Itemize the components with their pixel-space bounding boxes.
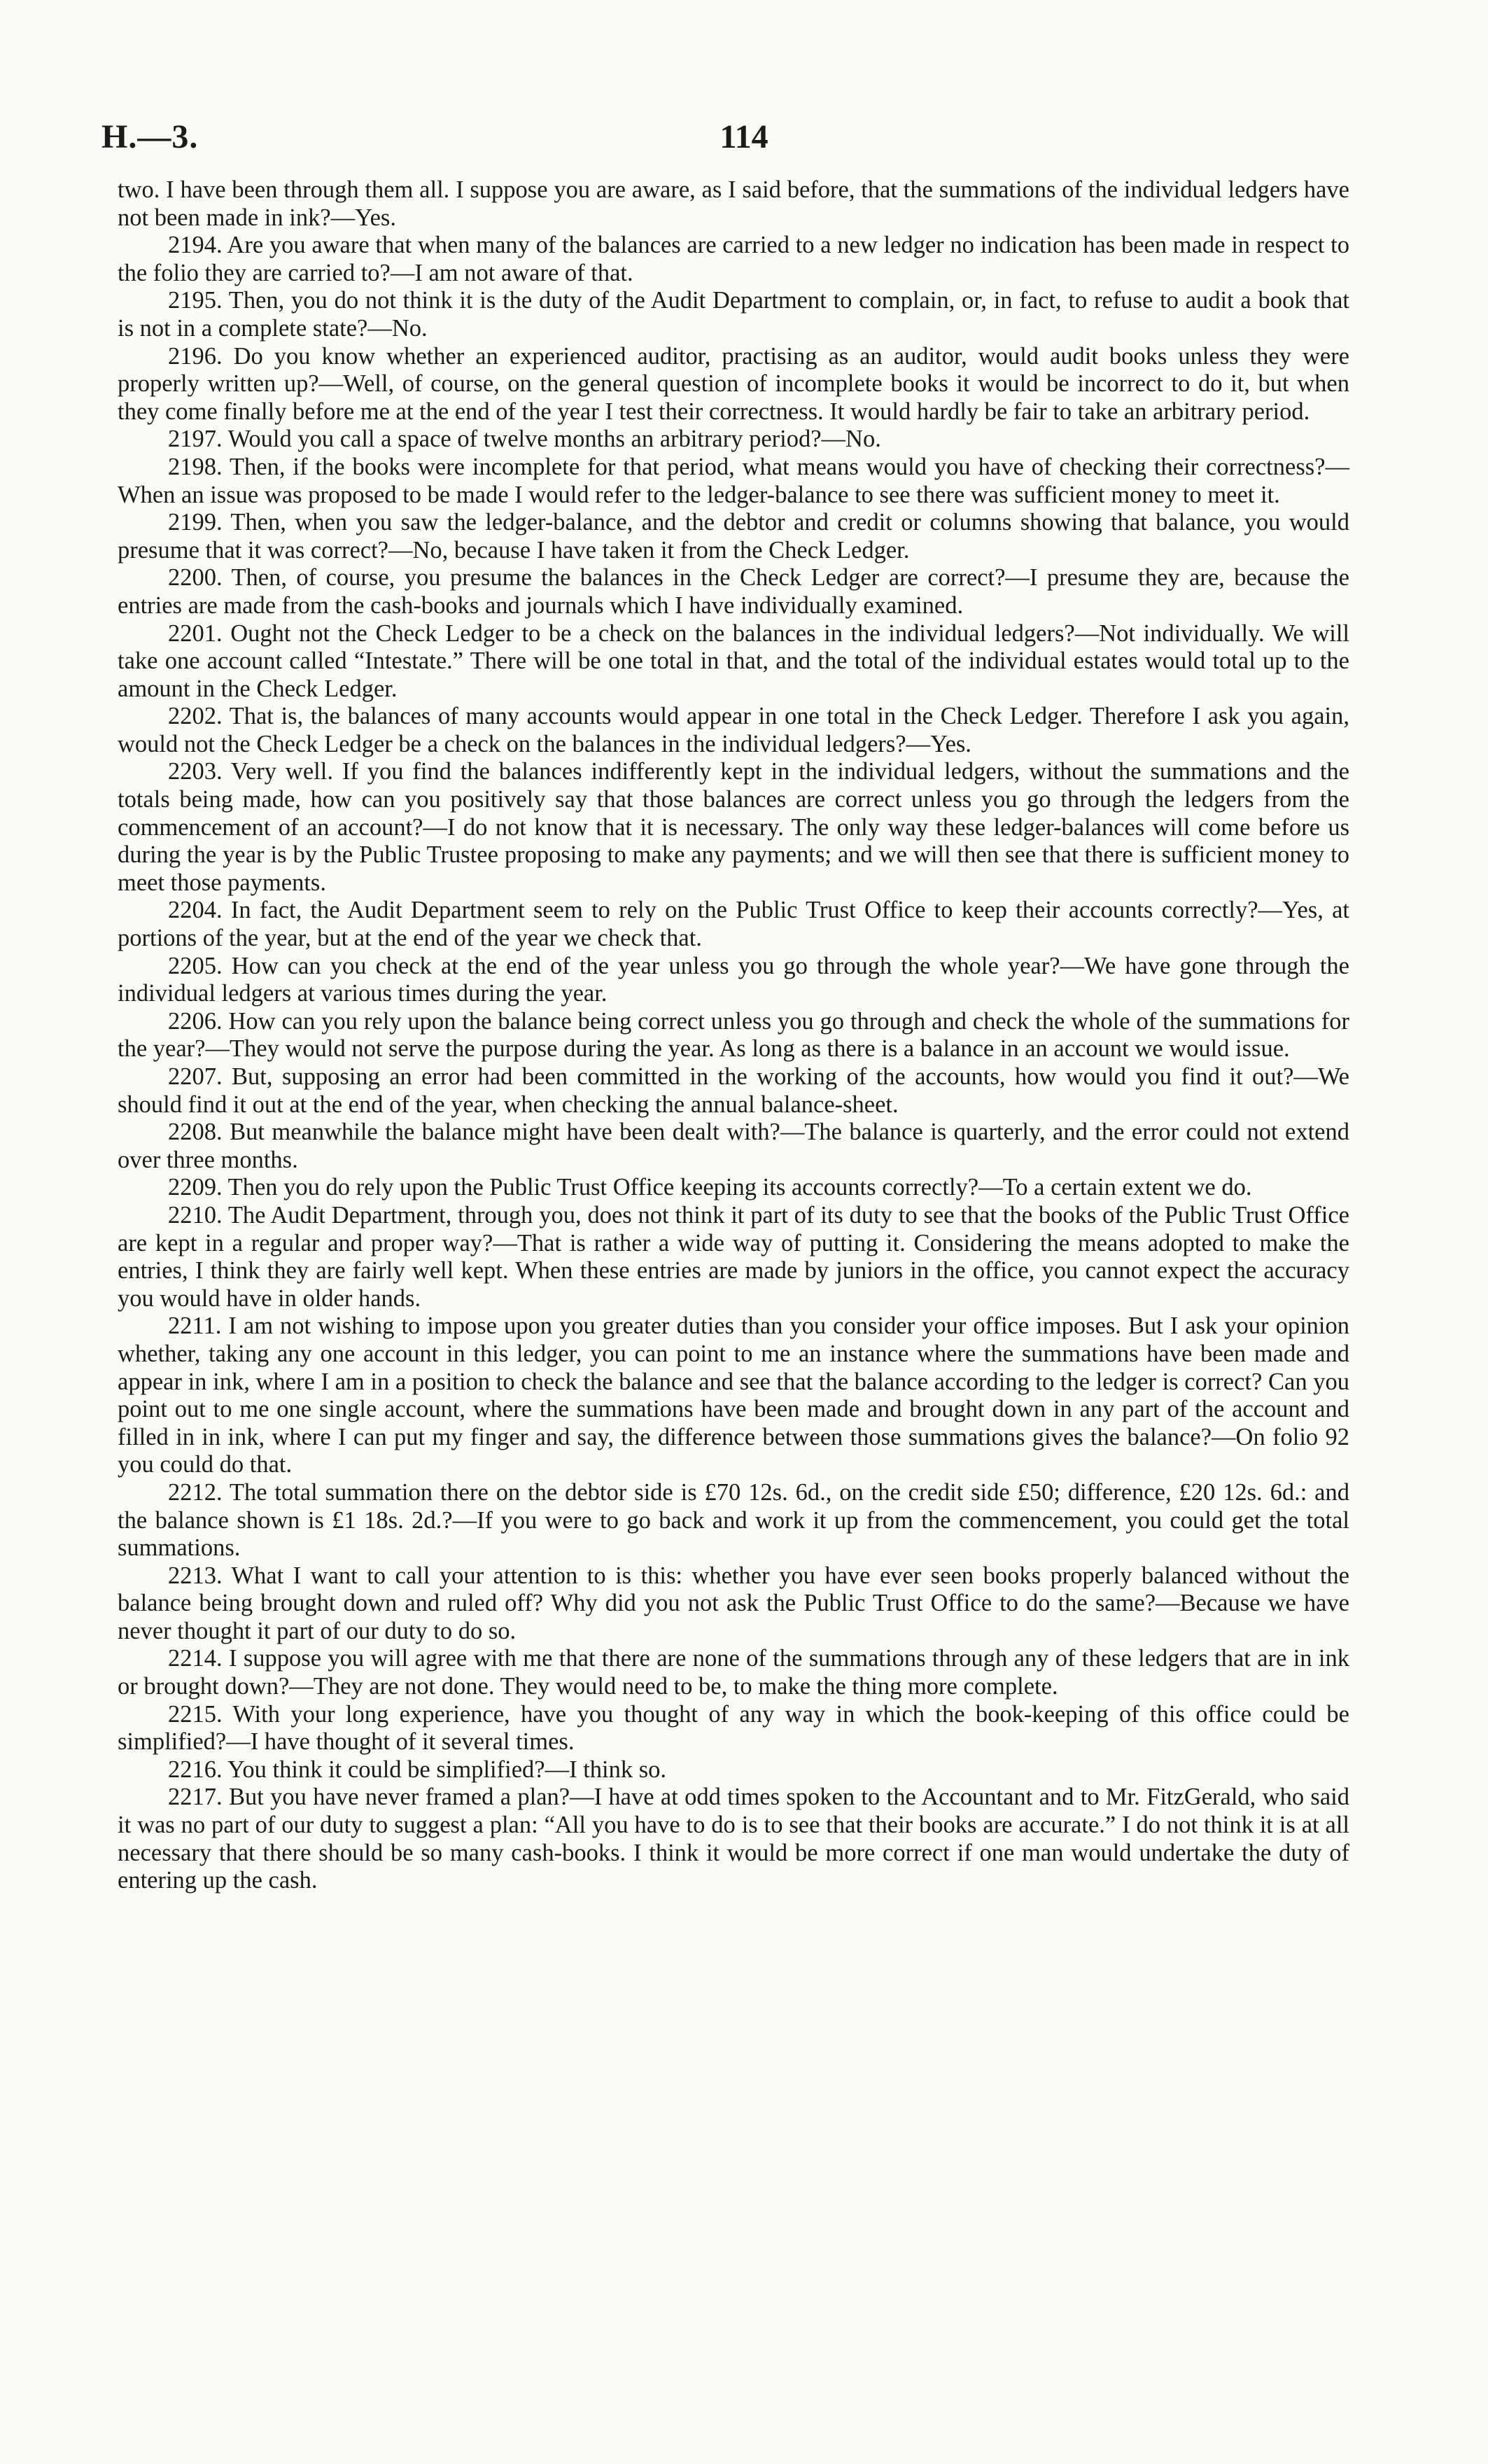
question-2206: 2206. How can you rely upon the balance being correct unless you go through and check the whole of the summations for the year?—They would not serve the purpose during the year. As long as there is a balance in an account we would issue.	[118, 1007, 1349, 1063]
question-2196: 2196. Do you know whether an experienced auditor, practising as an auditor, would audit books unless they were properly written up?—Well, of course, on the general question of incomplete books it would be incorrect to do it, but when they come finally before me at the end of the year I test their correctness. It would hardly be fair to take an arbitrary period.	[118, 342, 1349, 425]
document-reference: H.—3.	[101, 118, 199, 155]
question-2217: 2217. But you have never framed a plan?—I have at odd times spoken to the Accountant and to Mr. FitzGerald, who said it was no part of our duty to suggest a plan: “All you have to do is to see that their books are accurate.” I do not think it is at all necessary that there should be so many cash-books. I think it would be more correct if one man would undertake the duty of entering up the cash.	[118, 1784, 1349, 1894]
page-number: 114	[720, 118, 768, 155]
question-2211: 2211. I am not wishing to impose upon you greater duties than you consider your office imposes. But I ask your opinion whether, taking any one account in this ledger, you can point to me an instance where the summations have been made and appear in ink, where I am in a position to check the balance and see that the balance according to the ledger is correct? Can you point out to me one single account, where the summations have been made and brought down in any part of the account and filled in in ink, where I can put my finger and say, the difference between those summations gives the balance?—On folio 92 you could do that.	[118, 1312, 1349, 1478]
question-2198: 2198. Then, if the books were incomplete for that period, what means would you have of checking their correctness?—When an issue was proposed to be made I would refer to the ledger-balance to see there was sufficient money to meet it.	[118, 453, 1349, 508]
question-2202: 2202. That is, the balances of many accounts would appear in one total in the Check Ledger. Therefore I ask you again, would not the Check Ledger be a check on the balances in the individual ledgers?—Yes.	[118, 703, 1349, 757]
continued-paragraph: two. I have been through them all. I suppose you are aware, as I said before, that the summations of the individual ledgers have not been made in ink?—Yes.	[118, 176, 1349, 231]
question-2210: 2210. The Audit Department, through you, does not think it part of its duty to see that the books of the Public Trust Office are kept in a regular and proper way?—That is rather a wide way of putting it. Considering the means adopted to make the entries, I think they are fairly well kept. When these entries are made by juniors in the office, you cannot expect the accuracy you would have in older hands.	[118, 1201, 1349, 1312]
question-2203: 2203. Very well. If you find the balances indifferently kept in the individual ledgers, without the summations and the totals being made, how can you positively say that those balances are correct unless you go through the ledgers from the commencement of an account?—I do not know that it is necessary. The only way these ledger-balances will come before us during the year is by the Public Trustee proposing to make any payments; and we will then see that there is sufficient money to meet those payments.	[118, 758, 1349, 896]
question-2194: 2194. Are you aware that when many of the balances are carried to a new ledger no indication has been made in respect to the folio they are carried to?—I am not aware of that.	[118, 232, 1349, 286]
question-2207: 2207. But, supposing an error had been committed in the working of the accounts, how would you find it out?—We should find it out at the end of the year, when checking the annual balance-sheet.	[118, 1063, 1349, 1118]
document-body	[118, 176, 1349, 1895]
question-2212: 2212. The total summation there on the debtor side is £70 12s. 6d., on the credit side £50; difference, £20 12s. 6d.: and the balance shown is £1 18s. 2d.?—If you were to go back and work it up from the commencement, you could get the total summations.	[118, 1478, 1349, 1562]
question-2200: 2200. Then, of course, you presume the balances in the Check Ledger are correct?—I presume they are, because the entries are made from the cash-books and journals which I have individually examined.	[118, 564, 1349, 619]
question-2208: 2208. But meanwhile the balance might have been dealt with?—The balance is quarterly, and the error could not extend over three months.	[118, 1119, 1349, 1173]
question-2195: 2195. Then, you do not think it is the duty of the Audit Department to complain, or, in fact, to refuse to audit a book that is not in a complete state?—No.	[118, 287, 1349, 342]
question-2205: 2205. How can you check at the end of the year unless you go through the whole year?—We have gone through the individual ledgers at various times during the year.	[118, 952, 1349, 1007]
question-2204: 2204. In fact, the Audit Department seem to rely on the Public Trust Office to keep their accounts correctly?—Yes, at portions of the year, but at the end of the year we check that.	[118, 897, 1349, 952]
question-2209: 2209. Then you do rely upon the Public Trust Office keeping its accounts correctly?—To a certain extent we do.	[168, 1174, 1252, 1201]
question-2197: 2197. Would you call a space of twelve months an arbitrary period?—No.	[168, 426, 881, 453]
page-header	[0, 118, 1488, 160]
question-2215: 2215. With your long experience, have you thought of any way in which the book-keeping of this office could be simplified?—I have thought of it several times.	[118, 1700, 1349, 1756]
question-2213: 2213. What I want to call your attention to is this: whether you have ever seen books properly balanced without the balance being brought down and ruled off? Why did you not ask the Public Trust Office to do the same?—Because we have never thought it part of our duty to do so.	[118, 1562, 1349, 1644]
question-2216: 2216. You think it could be simplified?—I think so.	[168, 1756, 667, 1783]
question-2201: 2201. Ought not the Check Ledger to be a check on the balances in the individual ledgers?—Not individually. We will take one account called “Intestate.” There will be one total in that, and the total of the individual estates would total up to the amount in the Check Ledger.	[118, 620, 1349, 702]
question-2214: 2214. I suppose you will agree with me that there are none of the summations through any of these ledgers that are in ink or brought down?—They are not done. They would need to be, to make the thing more complete.	[118, 1645, 1349, 1700]
question-2199: 2199. Then, when you saw the ledger-balance, and the debtor and credit or columns showing that balance, you would presume that it was correct?—No, because I have taken it from the Check Ledger.	[118, 509, 1349, 564]
